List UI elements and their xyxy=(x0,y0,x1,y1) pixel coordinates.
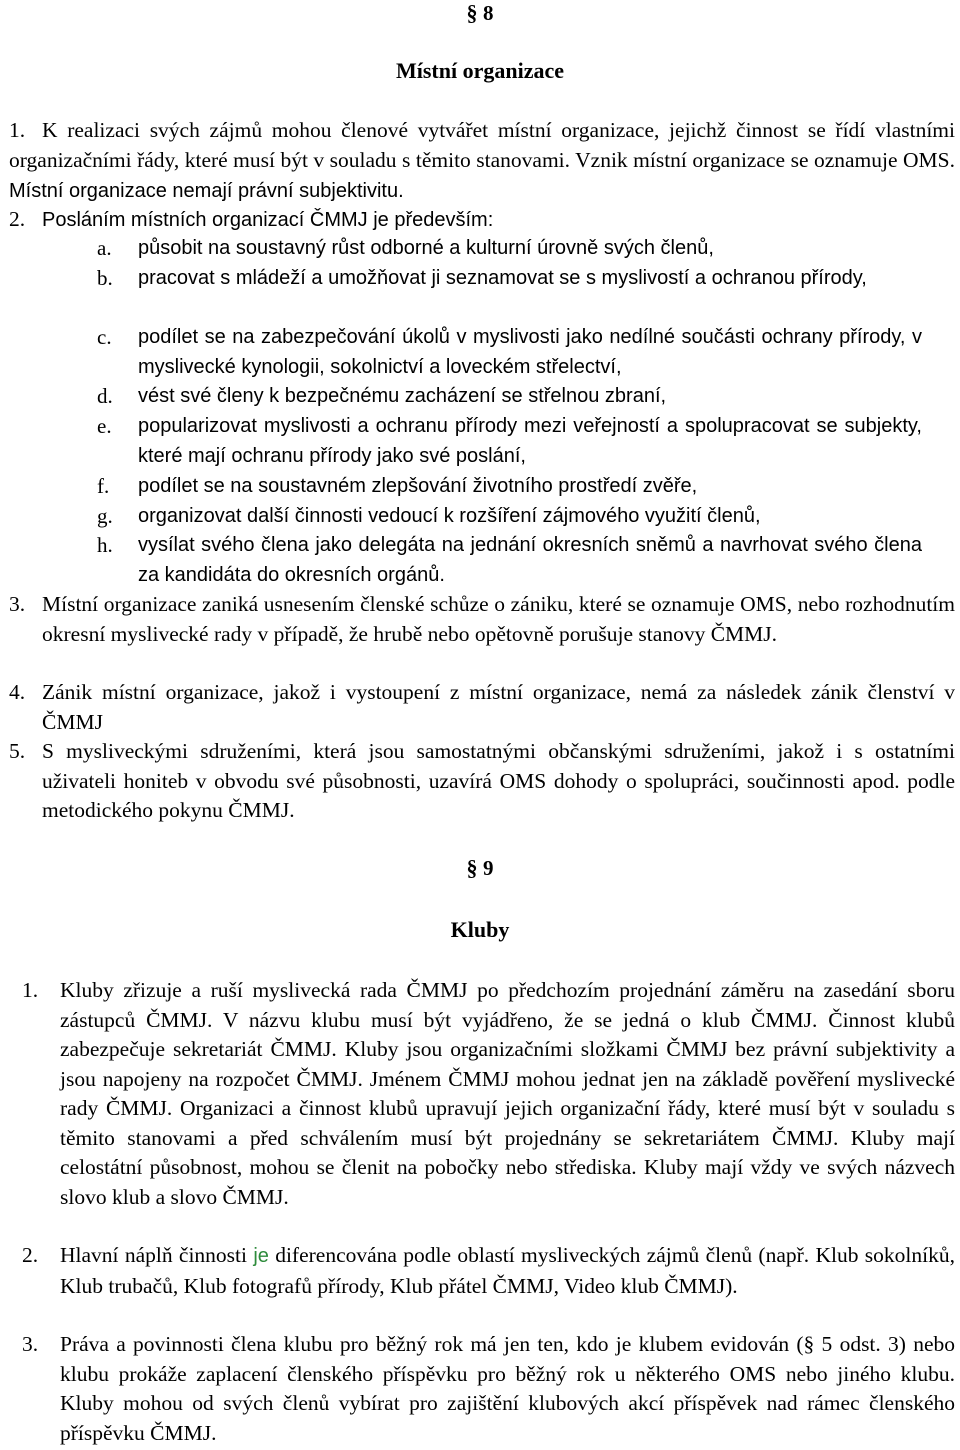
s8-paragraph-5 xyxy=(9,737,955,826)
paragraph-number: 3. xyxy=(22,1332,39,1356)
item-letter: h. xyxy=(97,533,113,557)
s8-paragraph-3 xyxy=(9,590,955,649)
item-text: popularizovat myslivosti a ochranu přírody mezi veřejností a spolupracovat se subjekty, které mají ochranu přírody jako své poslání, xyxy=(138,415,922,467)
paragraph-text: Kluby zřizuje a ruší myslivecká rada ČMMJ po předchozím projednání záměru na zasedání sboru zástupců ČMMJ. V názvu klubu musí být vyjádřeno, že se jedná o klub ČMMJ. Činnost klubů zabezpečuje sekretariát ČMMJ. Kluby jsou organizačními složkami ČMMJ bez právní subjektivity a jsou napojeny na rozpočet ČMMJ. Jménem ČMMJ mohou jednat jen na základě pověření myslivecké rady ČMMJ. Organizaci a činnost klubů upravují jejich organizační řády, které musí být v souladu s těmito stanovami a před schválením musí být projednány se sekretariátem ČMMJ. Kluby mají celostátní působnost, mohou se členit na pobočky nebo střediska. Kluby mají vždy ve svých názvech slovo klub a slovo ČMMJ. xyxy=(60,978,955,1209)
paragraph-number: 2. xyxy=(9,207,26,231)
section-number: 8 xyxy=(483,1,494,25)
s9-paragraph-3 xyxy=(22,1330,955,1448)
section-9-title: Kluby xyxy=(450,917,510,942)
item-text: pracovat s mládeží a umožňovat ji seznamovat se s myslivostí a ochranou přírody, xyxy=(138,267,867,289)
paragraph-number: 2. xyxy=(22,1243,39,1267)
paragraph-text-b: diferencována podle oblastí mysliveckých zájmů členů (např. Klub sokolníků, Klub trubačů, Klub fotografů přírody, Klub přátel ČMMJ, Video klub ČMMJ). xyxy=(60,1243,955,1298)
item-letter: f. xyxy=(97,474,110,498)
s9-paragraph-2 xyxy=(22,1241,955,1301)
paragraph-number: 1. xyxy=(9,118,26,142)
item-letter: a. xyxy=(97,236,112,260)
s8-paragraph-2 xyxy=(9,205,955,236)
item-text: podílet se na zabezpečování úkolů v myslivosti jako nedílné součásti ochrany přírody, v myslivecké kynologii, sokolnictví a loveckém střelectví, xyxy=(138,326,922,378)
paragraph-text: Posláním místních organizací xyxy=(42,209,310,231)
section-8-title: Místní organizace xyxy=(395,58,565,83)
item-text: vysílat svého člena jako delegáta na jednání okresních sněmů a navrhovat svého člena za kandidáta do okresních orgánů. xyxy=(138,534,922,586)
s8-paragraph-4 xyxy=(9,678,955,737)
item-text: vést své členy k bezpečnému zacházení se střelnou zbraní, xyxy=(138,385,667,407)
paragraph-number: 4. xyxy=(9,680,26,704)
section-symbol: § xyxy=(466,0,478,25)
item-letter: b. xyxy=(97,266,113,290)
paragraph-text: K realizaci svých zájmů mohou členové vytvářet místní organizace, jejichž činnost se řídí vlastními organizačními řády, které musí být v souladu s těmito stanovami. Vznik místní organizace se oznamuje OMS. xyxy=(9,118,955,172)
section-symbol: § xyxy=(466,855,478,880)
section-number: 9 xyxy=(483,856,494,880)
item-letter: d. xyxy=(97,384,113,408)
item-letter: c. xyxy=(97,325,112,349)
s9-paragraph-1 xyxy=(22,976,955,1212)
item-text: podílet se na soustavném zlepšování životního prostředí zvěře, xyxy=(138,475,698,497)
item-letter: e. xyxy=(97,414,112,438)
highlighted-word: je xyxy=(253,1245,269,1267)
paragraph-text-b: ČMMJ je především: xyxy=(309,209,494,231)
s8-paragraph-1 xyxy=(9,116,955,207)
section-8-mark xyxy=(0,0,960,26)
item-letter: g. xyxy=(97,504,113,528)
paragraph-text: Místní organizace zaniká usnesením členské schůze o zániku, které se oznamuje OMS, nebo rozhodnutím okresní myslivecké rady v případě, že hrubě nebo opětovně porušuje stanovy ČMMJ. xyxy=(42,592,955,646)
section-9-mark xyxy=(0,855,960,881)
item-text: organizovat další činnosti vedoucí k rozšíření zájmového využití členů, xyxy=(138,505,761,527)
paragraph-number: 5. xyxy=(9,739,26,763)
item-text: působit na soustavný růst odborné a kulturní úrovně svých členů, xyxy=(138,237,714,259)
paragraph-text: Hlavní náplň činnosti xyxy=(60,1243,254,1267)
paragraph-number: 3. xyxy=(9,592,26,616)
paragraph-number: 1. xyxy=(22,978,39,1002)
paragraph-text: S mysliveckými sdruženími, která jsou samostatnými občanskými sdruženími, jakož i s ostatními uživateli honiteb v obvodu své působnosti, uzavírá OMS dohody o spolupráci, součinnosti apod. podle metodického pokynu ČMMJ. xyxy=(42,739,955,822)
paragraph-text: Práva a povinnosti člena klubu pro běžný rok má jen ten, kdo je klubem evidován (§ 5 odst. 3) nebo klubu prokáže zaplacení členského příspěvku pro běžný rok u některého OMS nebo jiného klubu. Kluby mohou od svých členů vybírat pro zajištění klubových akcí příspěvek nad rámec členského příspěvku ČMMJ. xyxy=(60,1332,955,1445)
paragraph-text: Zánik místní organizace, jakož i vystoupení z místní organizace, nemá za následek zánik členství v ČMMJ xyxy=(42,680,955,734)
paragraph-text-sans: Místní organizace nemají právní subjektivitu. xyxy=(9,180,404,202)
